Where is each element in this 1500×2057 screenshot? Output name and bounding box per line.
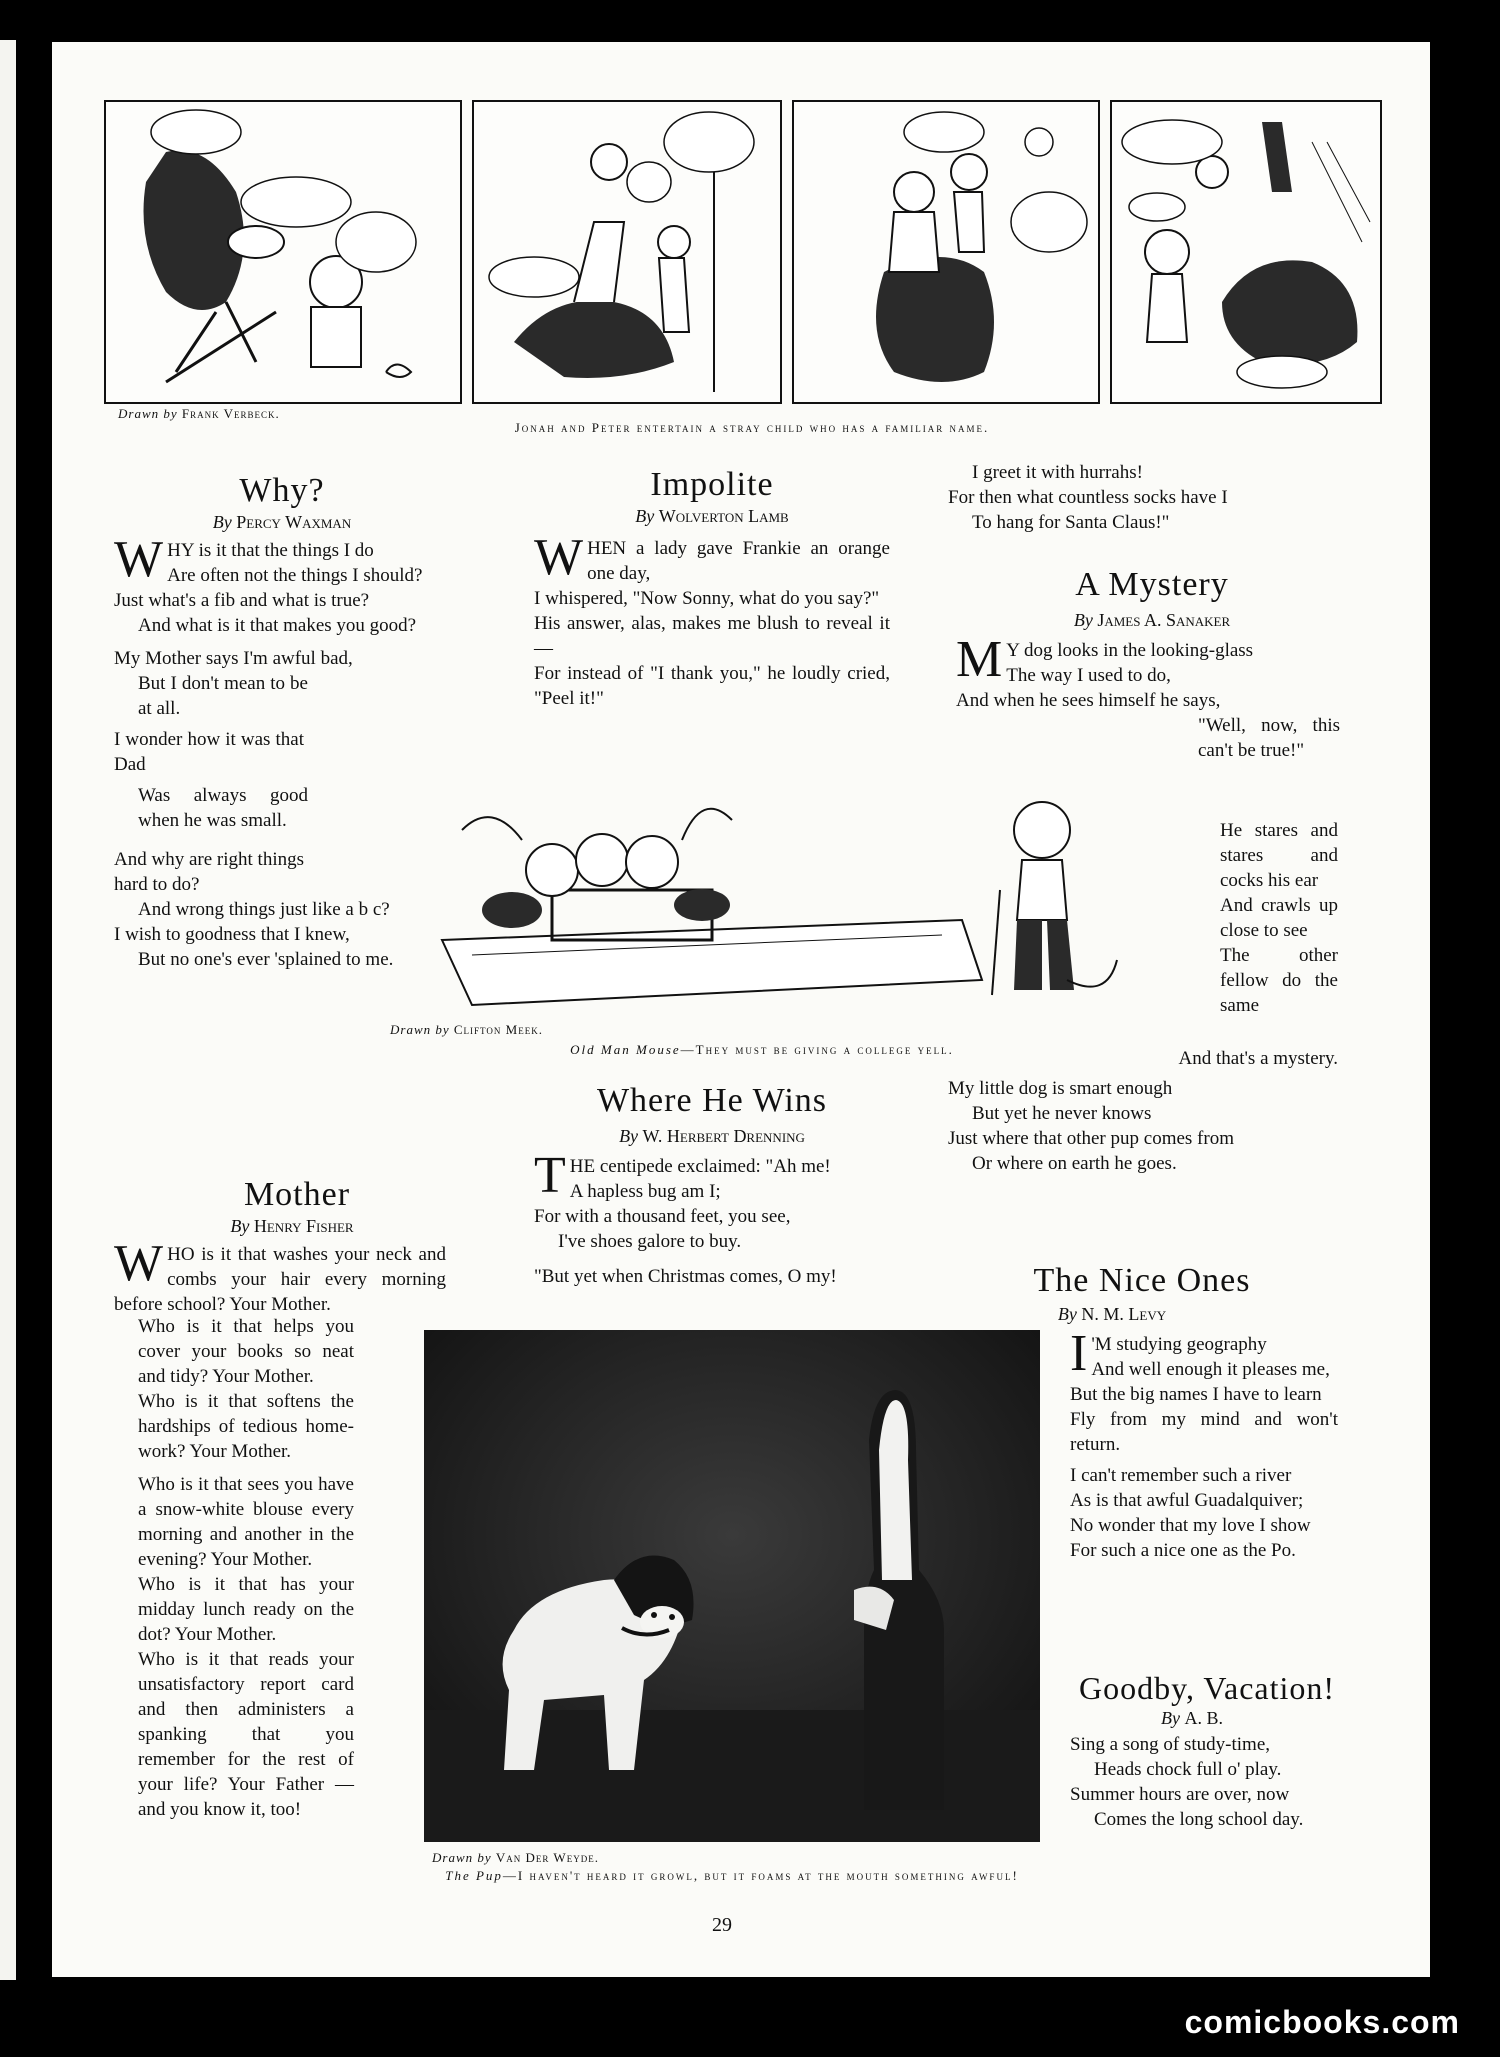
why-line: My Mother says I'm awful bad, (114, 648, 353, 669)
nice-line: And well enough it pleases me, (1091, 1359, 1330, 1380)
impolite-line: For instead of "I thank you," he loudly cried, "Peel it!" (534, 663, 890, 709)
comic-drawing-bear-standing (794, 102, 1098, 402)
why-line: Was always good when he was small. (138, 785, 308, 831)
mouse-illustration (402, 780, 1122, 1020)
page-spine (0, 0, 52, 2057)
comic-credit (118, 406, 280, 422)
comic-panel-3 (792, 100, 1100, 404)
wins-byline (562, 1126, 862, 1147)
wins-line: HE centipede exclaimed: "Ah me! (569, 1156, 831, 1177)
why-by: By (212, 512, 232, 532)
why-line: But no one's ever 'splained to me. (138, 949, 394, 970)
mother-paragraph: Who is it that reads your unsatisfactory report card and then administers a spanking that you remember for the rest of your life? Your Father —and you know it, too! (138, 1649, 354, 1820)
comic-drawing-bear-chase (1112, 102, 1380, 402)
comic-panel-1 (104, 100, 462, 404)
why-title: Why? (239, 472, 325, 509)
wins-poem (534, 1147, 890, 1289)
mother-paragraph: Who is it that helps you cover your books so neat and tidy? Your Mother. (138, 1316, 354, 1387)
wins-by: By (619, 1126, 639, 1146)
col3-line: I greet it with hurrahs! (972, 462, 1143, 483)
nice-line: 'M studying geography (1091, 1334, 1267, 1355)
why-poem (114, 531, 446, 972)
nice-line: But the big names I have to learn (1070, 1384, 1322, 1405)
col3-top-poem (948, 460, 1338, 535)
comic-drawing-bear-falling (474, 102, 780, 402)
pup-photo (424, 1330, 1040, 1842)
impolite-title: Impolite (650, 466, 774, 503)
mother-author: Henry Fisher (253, 1216, 354, 1236)
mouse-trap-drawing (402, 780, 1122, 1020)
wins-line: "But yet when Christmas comes, O my! (534, 1266, 837, 1287)
facing-page-edge (0, 40, 16, 1980)
mother-paragraph: Who is it that softens the hardships of tedious home-work? Your Mother. (138, 1391, 354, 1462)
impolite-author: Wolverton Lamb (658, 506, 789, 526)
wins-line: For with a thousand feet, you see, (534, 1206, 791, 1227)
mystery-line: Or where on earth he goes. (972, 1153, 1177, 1174)
mouse-credit-prefix: Drawn by (390, 1022, 450, 1037)
mystery-by: By (1073, 610, 1093, 630)
why-line: I wish to goodness that I knew, (114, 924, 350, 945)
why-line: And wrong things just like a b c? (138, 899, 390, 920)
col3-line: For then what countless socks have I (948, 487, 1228, 508)
nice-line: Fly from my mind and won't return. (1070, 1409, 1338, 1455)
mother-text (114, 1235, 446, 1315)
nice-byline (1012, 1304, 1212, 1325)
why-line: But I don't mean to be at all. (138, 673, 308, 719)
photo-credit-prefix: Drawn by (432, 1850, 492, 1865)
vacation-author: A. B. (1184, 1708, 1223, 1728)
why-byline (162, 512, 402, 533)
why-line: Are often not the things I should? (167, 565, 423, 586)
pup-photo-image (424, 1330, 1040, 1842)
vacation-line: Summer hours are over, now (1070, 1784, 1290, 1805)
mother-byline (172, 1216, 412, 1237)
vacation-by: By (1161, 1708, 1180, 1728)
comic-credit-prefix: Drawn by (118, 406, 178, 421)
nice-line: No wonder that my love I show (1070, 1515, 1311, 1536)
mystery-line: And when he sees himself he says, (956, 690, 1221, 711)
impolite-by: By (635, 506, 655, 526)
nice-title: The Nice Ones (1033, 1262, 1251, 1299)
mystery-line: My little dog is smart enough (948, 1078, 1173, 1099)
mother-title: Mother (243, 1176, 351, 1213)
mystery-dropcap: M (956, 631, 1003, 688)
photo-caption (432, 1868, 1032, 1884)
nice-poem (1070, 1325, 1338, 1563)
vacation-line: Comes the long school day. (1094, 1809, 1304, 1830)
col3-line: To hang for Santa Claus!" (972, 512, 1170, 533)
magazine-page (52, 42, 1430, 1977)
impolite-line: I whispered, "Now Sonny, what do you say?" (534, 588, 880, 609)
photo-credit-name: Van Der Weyde. (495, 1850, 599, 1865)
watermark: comicbooks.com (1184, 2004, 1460, 2040)
mystery-title: A Mystery (1075, 566, 1229, 603)
why-line: I wonder how it was that Dad (114, 729, 304, 775)
mystery-line: And crawls up close to see (1220, 895, 1338, 941)
impolite-poem (534, 529, 890, 711)
comic-credit-name: Frank Verbeck. (181, 406, 280, 421)
why-dropcap: W (114, 531, 164, 588)
mouse-caption-rest: —They must be giving a college yell. (680, 1042, 954, 1057)
wins-line: A hapless bug am I; (569, 1181, 721, 1202)
wins-title: Where He Wins (596, 1082, 828, 1119)
why-line: And why are right things hard to do? (114, 849, 304, 895)
mouse-credit (390, 1022, 543, 1038)
vacation-byline (1112, 1708, 1272, 1729)
mystery-author: James A. Sanaker (1097, 610, 1231, 630)
vacation-poem (1070, 1732, 1338, 1832)
mystery-line: Just where that other pup comes from (948, 1128, 1234, 1149)
comic-panel-4 (1110, 100, 1382, 404)
mystery-line: Y dog looks in the looking-glass (1006, 640, 1254, 661)
vacation-line: Heads chock full o' play. (1094, 1759, 1282, 1780)
impolite-byline (572, 506, 852, 527)
mystery-poem-stanza3 (948, 1076, 1338, 1176)
mystery-poem-right (1220, 818, 1338, 1018)
wins-dropcap: T (534, 1147, 566, 1204)
mystery-line: "Well, now, this can't be true!" (1198, 715, 1340, 761)
why-line: And what is it that makes you good? (138, 615, 417, 636)
mother-by: By (230, 1216, 250, 1236)
mouse-credit-name: Clifton Meek. (453, 1022, 543, 1037)
mouse-caption (462, 1042, 1062, 1058)
impolite-dropcap: W (534, 529, 584, 586)
mystery-line: But yet he never knows (972, 1103, 1152, 1124)
comic-caption: Jonah and Peter entertain a stray child who has a familiar name. (514, 420, 990, 435)
nice-author: N. M. Levy (1081, 1304, 1167, 1324)
vacation-title: Goodby, Vacation! (1078, 1670, 1336, 1706)
mother-paragraph: Who is it that sees you have a snow-white blouse every morning and another in the evening? Your Mother. (138, 1474, 354, 1570)
mother-paragraph: Who is it that has your midday lunch ready on the dot? Your Mother. (138, 1574, 354, 1645)
mystery-line: The other fellow do the same (1220, 945, 1338, 1016)
mystery-byline (1012, 610, 1292, 631)
nice-by: By (1057, 1304, 1077, 1324)
wins-line: I've shoes galore to buy. (558, 1231, 742, 1252)
mystery-line: He stares and stares and cocks his ear (1220, 820, 1338, 891)
mystery-line: And that's a mystery. (1178, 1048, 1338, 1069)
nice-dropcap: I (1070, 1325, 1088, 1382)
mystery-poem-end (1112, 1046, 1338, 1071)
comic-drawing-bear-hunter (106, 102, 460, 402)
why-line: HY is it that the things I do (167, 540, 374, 561)
nice-line: I can't remember such a river (1070, 1465, 1292, 1486)
impolite-line: His answer, alas, makes me blush to reveal it— (534, 613, 890, 659)
mouse-caption-italic: Old Man Mouse (570, 1042, 681, 1057)
photo-caption-rest: —I haven't heard it growl, but it foams at the mouth something awful! (502, 1868, 1019, 1883)
mother-text-narrow (114, 1294, 354, 1822)
impolite-line: HEN a lady gave Frankie an orange one day, (587, 538, 890, 584)
photo-credit (432, 1850, 599, 1866)
mother-dropcap: W (114, 1235, 164, 1292)
mystery-poem (956, 631, 1340, 763)
wins-author: W. Herbert Drenning (642, 1126, 805, 1146)
mystery-line: The way I used to do, (1006, 665, 1171, 686)
page-number: 29 (712, 1914, 732, 1936)
photo-caption-italic: The Pup (445, 1868, 503, 1883)
why-author: Percy Waxman (236, 512, 352, 532)
nice-line: As is that awful Guadalquiver; (1070, 1490, 1304, 1511)
mother-paragraph: HO is it that washes your neck and combs your hair every morning before school? Your Mother. (114, 1244, 446, 1315)
vacation-line: Sing a song of study-time, (1070, 1734, 1271, 1755)
comic-panel-2 (472, 100, 782, 404)
why-line: Just what's a fib and what is true? (114, 590, 370, 611)
nice-line: For such a nice one as the Po. (1070, 1540, 1296, 1561)
